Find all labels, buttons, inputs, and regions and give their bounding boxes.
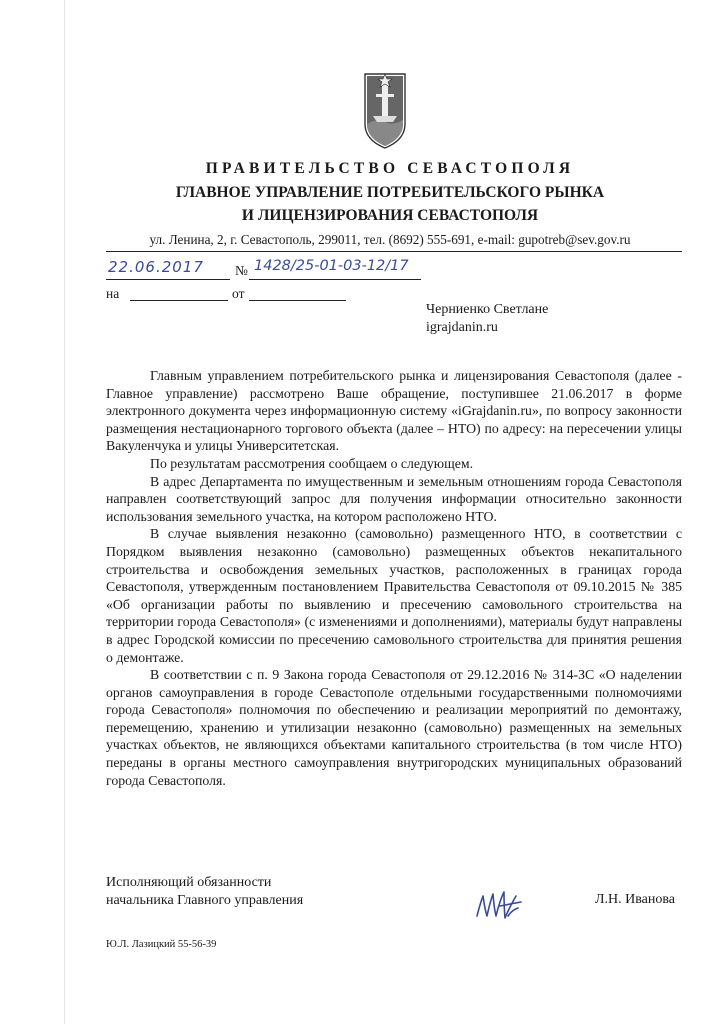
handwritten-signature-icon — [474, 886, 524, 924]
reference-ot-label: от — [232, 286, 245, 301]
recipient-block — [426, 301, 548, 337]
signatory-position-line2: начальника Главного управления — [106, 892, 304, 908]
reference-na-label: на — [106, 286, 120, 301]
recipient-site: igrajdanin.ru — [426, 320, 498, 335]
header-government: ПРАВИТЕЛЬСТВО СЕВАСТОПОЛЯ — [205, 160, 575, 177]
registration-line — [106, 257, 566, 283]
executor-contact: Ю.Л. Лазицкий 55-56-39 — [106, 939, 217, 950]
header-divider — [106, 251, 682, 252]
body-paragraph-5: В соответствии с п. 9 Закона города Севастополя от 29.12.2016 № 314-ЗС «О наделении органов самоуправления в городе Севастополе отдельными государственными полномочиями города Севастополя» полномочия по обеспечению и реализации мероприятий по демонтажу, перемещению, хранению и утилизации незаконно (самовольно) размещенных на земельных участках объектов, не являющихся объектами капитального строительства (в том числе НТО) переданы в органы местного самоуправления внутригородских муниципальных образований города Севастополя. — [106, 667, 682, 788]
body-paragraph-3: В адрес Департамента по имущественным и земельным отношениям города Севастополя направлен соответствующий запрос для получения информации относительно законности использования земельного участка, на котором расположено НТО. — [106, 473, 682, 524]
page-edge-line — [64, 0, 65, 1024]
header-address: ул. Ленина, 2, г. Севастополь, 299011, тел. (8692) 555-691, e-mail: gupotreb@sev.gov.ru — [149, 232, 631, 247]
sevastopol-coat-of-arms-icon — [363, 68, 407, 150]
signatory-position — [106, 874, 303, 909]
reference-ot-blank — [249, 300, 346, 301]
reference-na-blank — [130, 300, 228, 301]
body-paragraph-1: Главным управлением потребительского рынка и лицензирования Севастополя (далее - Главное управление) рассмотрено Ваше обращение, поступившее 21.06.2017 в форме электронного документа через информационную систему «iGrajdanin.ru», по вопросу законности размещения нестационарного торгового объекта (далее – НТО) по адресу: на пересечении улицы Вакуленчука и улицы Университетская. — [106, 368, 682, 454]
registration-number: 1428/25-01-03-12/17 — [254, 258, 409, 274]
date-underline — [106, 279, 230, 280]
header-department-line1: ГЛАВНОЕ УПРАВЛЕНИЕ ПОТРЕБИТЕЛЬСКОГО РЫНКА — [175, 184, 605, 201]
header-department-line2: И ЛИЦЕНЗИРОВАНИЯ СЕВАСТОПОЛЯ — [241, 207, 539, 224]
recipient-name: Черниенко Светлане — [426, 302, 549, 317]
registration-date: 22.06.2017 — [108, 258, 204, 276]
signatory-position-line1: Исполняющий обязанности — [106, 875, 272, 890]
letter-body — [106, 367, 682, 789]
registration-number-label: № — [235, 263, 248, 278]
number-underline — [249, 279, 421, 280]
body-paragraph-4: В случае выявления незаконно (самовольно) размещенного НТО, в соответствии с Порядком выявления незаконно (самовольно) размещенных объектов некапитального строительства и освобождения земельных участков, расположенных в границах города Севастополя, утвержденным постановлением Правительства Севастополя от 09.10.2015 № 385 «Об организации работы по выявлению и пресечению самовольного строительства на территории города Севастополя» (с изменениями и дополнениями), материалы будут направлены в адрес Городской комиссии по пресечению самовольного строительства для принятия решения о демонтаже. — [106, 526, 682, 665]
body-paragraph-2: По результатам рассмотрения сообщаем о следующем. — [150, 455, 474, 471]
signatory-name: Л.Н. Иванова — [595, 892, 675, 907]
